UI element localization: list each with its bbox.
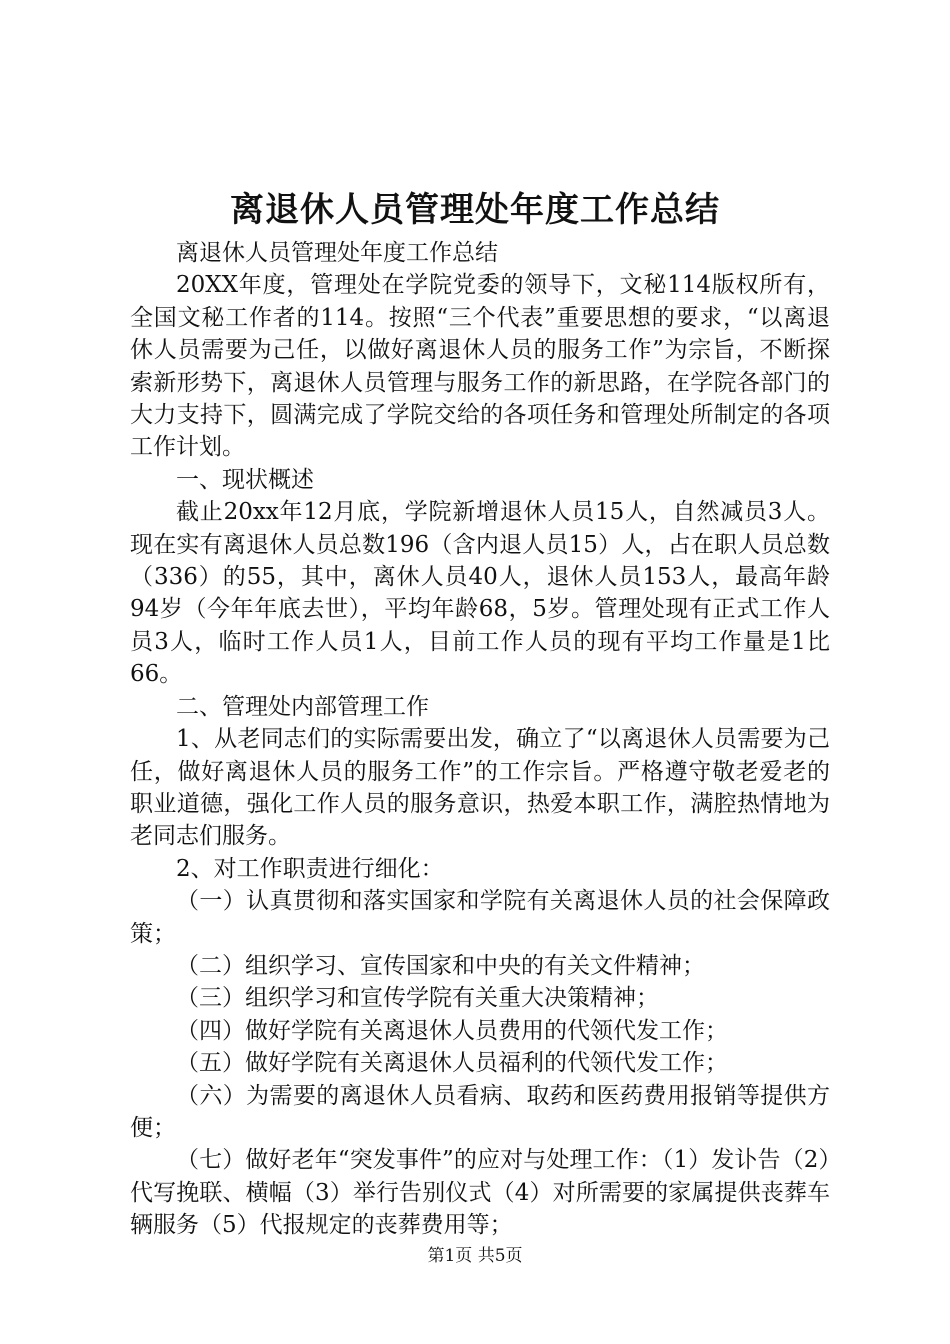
section-heading-internal-management: 二、管理处内部管理工作 bbox=[176, 693, 429, 720]
paragraph-intro: 20XX年度，管理处在学院党委的领导下，文秘114版权所有，全国文秘工作者的114。按照“三个代表”重要思想的要求，“以离退休人员需要为己任，以做好离退休人员的服务工作”为宗旨，不断探索新形势下，离退休人员管理与服务工作的新思路，在学院各部门的大力支持下，圆满完成了学院交给的各项任务和管理处所制定的各项工作计划。 bbox=[130, 272, 830, 461]
paragraph-subtitle: 离退休人员管理处年度工作总结 bbox=[176, 240, 498, 266]
paragraph-item-1: 1、从老同志们的实际需要出发，确立了“以离退休人员需要为己任，做好离退休人员的服务工作”的工作宗旨。严格遵守敬老爱老的职业道德，强化工作人员的服务意识，热爱本职工作，满腔热情地为老同志们服务。 bbox=[130, 726, 830, 850]
document-body bbox=[130, 237, 830, 1242]
paragraph-item-2: 2、对工作职责进行细化： bbox=[176, 855, 444, 882]
duty-item-7: （七）做好老年“突发事件”的应对与处理工作：（1）发讣告（2）代写挽联、横幅（3）举行告别仪式（4）对所需要的家属提供丧葬车辆服务（5）代报规定的丧葬费用等； bbox=[130, 1147, 830, 1239]
paragraph-status: 截止20xx年12月底，学院新增退休人员15人，自然减员3人。现在实有离退休人员总数196（含内退人员15）人，占在职人员总数（336）的55，其中，离休人员40人，退休人员153人，最高年龄94岁（今年年底去世），平均年龄68，5岁。管理处现有正式工作人员3人，临时工作人员1人，目前工作人员的现有平均工作量是1比66。 bbox=[130, 499, 830, 688]
section-heading-status: 一、现状概述 bbox=[176, 466, 314, 493]
page-footer: 第1页 共5页 bbox=[427, 1246, 523, 1266]
duty-item-4: （四）做好学院有关离退休人员费用的代领代发工作； bbox=[176, 1017, 728, 1044]
duty-item-5: （五）做好学院有关离退休人员福利的代领代发工作； bbox=[176, 1050, 728, 1077]
document-title: 离退休人员管理处年度工作总结 bbox=[230, 190, 720, 230]
duty-item-1: （一）认真贯彻和落实国家和学院有关离退休人员的社会保障政策； bbox=[130, 888, 830, 947]
duty-item-6: （六）为需要的离退休人员看病、取药和医药费用报销等提供方便； bbox=[130, 1082, 830, 1141]
duty-item-2: （二）组织学习、宣传国家和中央的有关文件精神； bbox=[176, 952, 705, 979]
duty-item-3: （三）组织学习和宣传学院有关重大决策精神； bbox=[176, 985, 659, 1012]
